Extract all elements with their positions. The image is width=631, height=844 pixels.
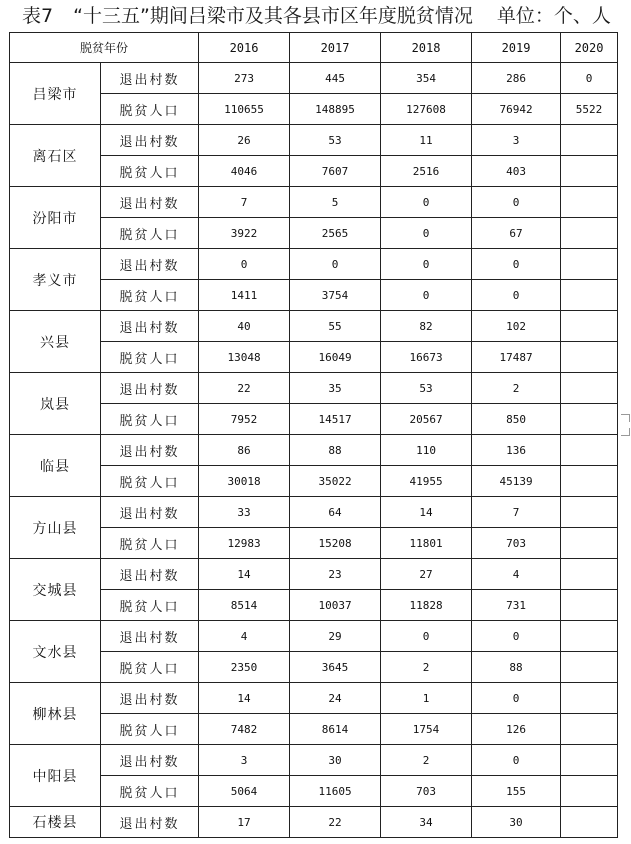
metric-label-cell: 退出村数	[101, 745, 199, 776]
value-cell: 148895	[290, 94, 381, 125]
value-cell: 34	[381, 807, 472, 838]
table-row	[10, 683, 618, 714]
table-row	[10, 94, 618, 125]
value-cell: 8614	[290, 714, 381, 745]
table-title	[22, 4, 611, 28]
value-cell: 27	[381, 559, 472, 590]
table-row	[10, 590, 618, 621]
metric-label-cell: 脱贫人口	[101, 776, 199, 807]
value-cell: 14	[199, 683, 290, 714]
table-row	[10, 342, 618, 373]
metric-label-cell: 脱贫人口	[101, 466, 199, 497]
value-cell: 16049	[290, 342, 381, 373]
metric-label-cell: 退出村数	[101, 435, 199, 466]
value-cell: 88	[472, 652, 561, 683]
value-cell: 64	[290, 497, 381, 528]
table-row	[10, 435, 618, 466]
unit-label: 单位：个、人	[496, 5, 611, 27]
table-row	[10, 745, 618, 776]
metric-label-cell: 脱贫人口	[101, 342, 199, 373]
value-cell: 14	[381, 497, 472, 528]
value-cell: 5522	[561, 94, 618, 125]
value-cell: 30	[472, 807, 561, 838]
year-header: 2017	[290, 33, 381, 63]
value-cell: 0	[472, 683, 561, 714]
region-name-cell: 柳林县	[10, 683, 101, 745]
year-header: 2016	[199, 33, 290, 63]
metric-label-cell: 退出村数	[101, 249, 199, 280]
value-cell: 14	[199, 559, 290, 590]
value-cell: 17487	[472, 342, 561, 373]
value-cell: 11828	[381, 590, 472, 621]
region-name-cell: 方山县	[10, 497, 101, 559]
value-cell: 0	[199, 249, 290, 280]
value-cell: 2350	[199, 652, 290, 683]
value-cell	[561, 776, 618, 807]
table-row	[10, 156, 618, 187]
value-cell: 403	[472, 156, 561, 187]
value-cell: 0	[381, 249, 472, 280]
value-cell: 0	[381, 621, 472, 652]
value-cell: 273	[199, 63, 290, 94]
region-name-cell: 孝义市	[10, 249, 101, 311]
value-cell: 13048	[199, 342, 290, 373]
year-header: 2020	[561, 33, 618, 63]
value-cell	[561, 497, 618, 528]
value-cell: 5	[290, 187, 381, 218]
value-cell: 0	[472, 621, 561, 652]
value-cell: 45139	[472, 466, 561, 497]
value-cell: 17	[199, 807, 290, 838]
value-cell: 12983	[199, 528, 290, 559]
value-cell	[561, 342, 618, 373]
value-cell: 5064	[199, 776, 290, 807]
value-cell: 127608	[381, 94, 472, 125]
value-cell: 286	[472, 63, 561, 94]
value-cell: 29	[290, 621, 381, 652]
value-cell	[561, 280, 618, 311]
region-name-cell: 吕梁市	[10, 63, 101, 125]
region-name-cell: 中阳县	[10, 745, 101, 807]
region-name-cell: 离石区	[10, 125, 101, 187]
value-cell: 76942	[472, 94, 561, 125]
value-cell: 3	[199, 745, 290, 776]
value-cell: 2565	[290, 218, 381, 249]
value-cell: 8514	[199, 590, 290, 621]
value-cell: 155	[472, 776, 561, 807]
year-header: 2018	[381, 33, 472, 63]
value-cell: 4046	[199, 156, 290, 187]
value-cell: 0	[472, 187, 561, 218]
value-cell: 354	[381, 63, 472, 94]
metric-label-cell: 退出村数	[101, 683, 199, 714]
metric-label-cell: 脱贫人口	[101, 590, 199, 621]
value-cell	[561, 373, 618, 404]
value-cell: 10037	[290, 590, 381, 621]
region-name-cell: 石楼县	[10, 807, 101, 838]
value-cell: 0	[472, 249, 561, 280]
metric-label-cell: 脱贫人口	[101, 94, 199, 125]
value-cell: 703	[381, 776, 472, 807]
table-row	[10, 621, 618, 652]
region-name-cell: 临县	[10, 435, 101, 497]
region-name-cell: 文水县	[10, 621, 101, 683]
table-row	[10, 652, 618, 683]
value-cell: 0	[290, 249, 381, 280]
value-cell: 4	[199, 621, 290, 652]
value-cell: 40	[199, 311, 290, 342]
metric-label-cell: 退出村数	[101, 559, 199, 590]
value-cell: 1754	[381, 714, 472, 745]
value-cell: 16673	[381, 342, 472, 373]
table-row	[10, 466, 618, 497]
metric-label-cell: 脱贫人口	[101, 156, 199, 187]
value-cell: 0	[472, 280, 561, 311]
value-cell	[561, 745, 618, 776]
table-row	[10, 311, 618, 342]
value-cell: 33	[199, 497, 290, 528]
value-cell: 53	[381, 373, 472, 404]
year-header: 2019	[472, 33, 561, 63]
value-cell: 2	[381, 745, 472, 776]
edge-marker	[621, 414, 630, 422]
table-row	[10, 776, 618, 807]
value-cell: 110	[381, 435, 472, 466]
value-cell	[561, 683, 618, 714]
table-row	[10, 373, 618, 404]
value-cell: 0	[472, 745, 561, 776]
value-cell: 7	[472, 497, 561, 528]
value-cell: 41955	[381, 466, 472, 497]
value-cell: 703	[472, 528, 561, 559]
value-cell: 30	[290, 745, 381, 776]
value-cell	[561, 466, 618, 497]
value-cell: 3922	[199, 218, 290, 249]
value-cell	[561, 187, 618, 218]
value-cell: 110655	[199, 94, 290, 125]
metric-label-cell: 脱贫人口	[101, 528, 199, 559]
poverty-table	[9, 32, 618, 838]
value-cell	[561, 714, 618, 745]
value-cell	[561, 156, 618, 187]
value-cell: 30018	[199, 466, 290, 497]
value-cell: 731	[472, 590, 561, 621]
table-row	[10, 559, 618, 590]
value-cell: 11	[381, 125, 472, 156]
table-row	[10, 63, 618, 94]
value-cell: 20567	[381, 404, 472, 435]
value-cell: 86	[199, 435, 290, 466]
value-cell	[561, 528, 618, 559]
value-cell: 24	[290, 683, 381, 714]
metric-label-cell: 退出村数	[101, 311, 199, 342]
value-cell	[561, 807, 618, 838]
value-cell	[561, 559, 618, 590]
value-cell: 55	[290, 311, 381, 342]
value-cell: 102	[472, 311, 561, 342]
value-cell: 88	[290, 435, 381, 466]
value-cell: 0	[381, 280, 472, 311]
value-cell: 15208	[290, 528, 381, 559]
value-cell	[561, 249, 618, 280]
table-row	[10, 280, 618, 311]
value-cell: 3754	[290, 280, 381, 311]
value-cell: 2516	[381, 156, 472, 187]
value-cell: 7	[199, 187, 290, 218]
value-cell	[561, 621, 618, 652]
value-cell: 3645	[290, 652, 381, 683]
value-cell: 0	[381, 218, 472, 249]
value-cell: 23	[290, 559, 381, 590]
value-cell: 136	[472, 435, 561, 466]
metric-label-cell: 脱贫人口	[101, 280, 199, 311]
value-cell: 7482	[199, 714, 290, 745]
header-corner-cell: 脱贫年份	[10, 33, 199, 63]
value-cell: 35	[290, 373, 381, 404]
edge-marker	[621, 428, 630, 436]
table-row	[10, 218, 618, 249]
value-cell: 850	[472, 404, 561, 435]
value-cell: 4	[472, 559, 561, 590]
value-cell: 445	[290, 63, 381, 94]
table-caption: “十三五”期间吕梁市及其各县市区年度脱贫情况	[73, 5, 473, 27]
table-row	[10, 404, 618, 435]
region-name-cell: 交城县	[10, 559, 101, 621]
table-number: 表7	[22, 5, 54, 27]
table-row	[10, 249, 618, 280]
header-row	[10, 33, 618, 63]
table-row	[10, 528, 618, 559]
table-row	[10, 187, 618, 218]
value-cell: 22	[199, 373, 290, 404]
table-row	[10, 125, 618, 156]
value-cell: 26	[199, 125, 290, 156]
value-cell: 3	[472, 125, 561, 156]
region-name-cell: 兴县	[10, 311, 101, 373]
value-cell: 2	[381, 652, 472, 683]
value-cell: 35022	[290, 466, 381, 497]
value-cell: 0	[561, 63, 618, 94]
value-cell	[561, 435, 618, 466]
value-cell: 11801	[381, 528, 472, 559]
metric-label-cell: 退出村数	[101, 125, 199, 156]
table-row	[10, 497, 618, 528]
value-cell: 22	[290, 807, 381, 838]
value-cell: 0	[381, 187, 472, 218]
value-cell	[561, 590, 618, 621]
metric-label-cell: 退出村数	[101, 373, 199, 404]
value-cell: 7952	[199, 404, 290, 435]
value-cell: 11605	[290, 776, 381, 807]
metric-label-cell: 退出村数	[101, 621, 199, 652]
value-cell: 126	[472, 714, 561, 745]
value-cell: 7607	[290, 156, 381, 187]
metric-label-cell: 脱贫人口	[101, 404, 199, 435]
table-row	[10, 807, 618, 838]
region-name-cell: 岚县	[10, 373, 101, 435]
metric-label-cell: 脱贫人口	[101, 652, 199, 683]
value-cell: 14517	[290, 404, 381, 435]
value-cell	[561, 125, 618, 156]
value-cell: 2	[472, 373, 561, 404]
metric-label-cell: 退出村数	[101, 807, 199, 838]
value-cell	[561, 652, 618, 683]
metric-label-cell: 退出村数	[101, 497, 199, 528]
value-cell: 67	[472, 218, 561, 249]
metric-label-cell: 退出村数	[101, 187, 199, 218]
metric-label-cell: 脱贫人口	[101, 218, 199, 249]
region-name-cell: 汾阳市	[10, 187, 101, 249]
value-cell: 82	[381, 311, 472, 342]
value-cell	[561, 218, 618, 249]
value-cell	[561, 311, 618, 342]
value-cell: 53	[290, 125, 381, 156]
metric-label-cell: 退出村数	[101, 63, 199, 94]
metric-label-cell: 脱贫人口	[101, 714, 199, 745]
value-cell	[561, 404, 618, 435]
value-cell: 1411	[199, 280, 290, 311]
table-row	[10, 714, 618, 745]
value-cell: 1	[381, 683, 472, 714]
